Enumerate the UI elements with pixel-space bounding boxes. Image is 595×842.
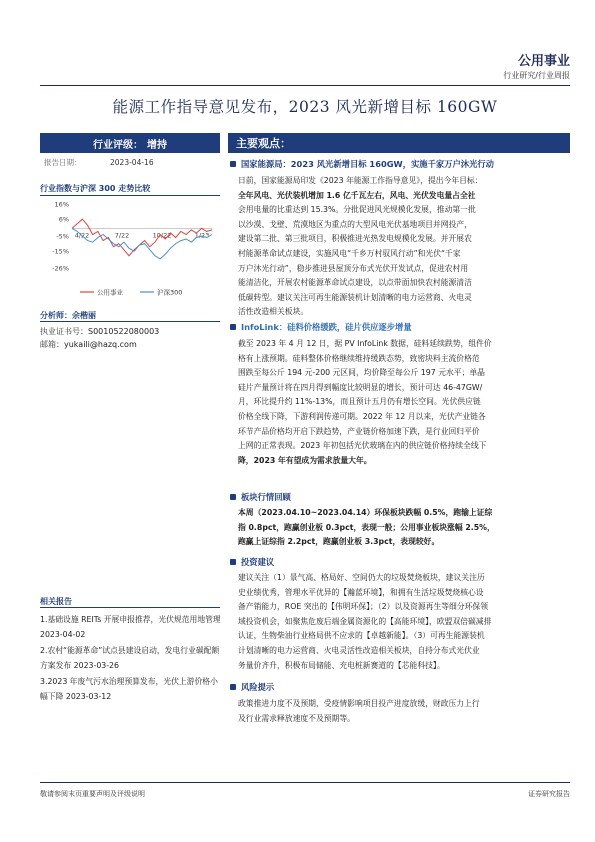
body-line: 建设第二批、第三批项目，积极推进光热发电规模化发展。并开展农 (238, 234, 472, 244)
y-tick-label: -15% (52, 247, 69, 256)
legend-label: 沪深300 (157, 288, 183, 297)
main-points-heading: 主要观点： (228, 133, 570, 153)
rating-label: 行业评级： (93, 139, 143, 151)
section-title (230, 321, 412, 333)
body-line: 计划清晰的电力运营商、火电灵活性改造相关板块，自持分布式光伏业 (238, 645, 480, 655)
section-title-text: InfoLink：硅料价格缓跌，硅片供应逐步增量 (241, 322, 412, 332)
body-line: 政策推进力度不及预期，受疫情影响项目投产进度放缓，财政压力上行 (238, 699, 480, 708)
section-body (238, 697, 568, 726)
report-type-label: 行业研究/行业周报 (503, 71, 570, 80)
chart-title-rule (40, 195, 220, 196)
cert-value: S0010522080003 (88, 327, 160, 336)
body-line: 以沙漠、戈壁、荒漠地区为重点的大型风电光伏基地项目并网投产， (238, 219, 472, 229)
y-tick-label: -26% (52, 264, 69, 273)
body-line: 上网的正常表现。2023 年初包括光伏玻璃在内的供应链价格持续全线下 (238, 441, 487, 451)
body-line: 活性改造相关板块。 (238, 307, 309, 317)
industry-rating-bar (40, 133, 220, 153)
body-line: 能清洁化，开展农村能源革命试点建设，以点带面加快农村能源清洁 (238, 278, 472, 288)
email-value[interactable]: yukaili@hazq.com (64, 340, 137, 349)
body-line: 备产销能力，ROE 突出的【伟明环保】；（2）以及资源再生等细分环保领 (238, 602, 489, 612)
x-tick-label: 1/23 (194, 231, 210, 240)
body-line: 建议关注（1）景气高、格局好、空间仍大的垃圾焚烧板块，建议关注历 (238, 573, 485, 582)
square-bullet-icon (230, 494, 236, 500)
body-line: 跑赢上证综指 2.2pct，跑赢创业板 3.3pct，表现较好。 (238, 537, 440, 547)
footer-rule (40, 782, 570, 783)
report-date-value: 2023-04-16 (110, 157, 154, 167)
section-title (230, 681, 274, 693)
industry-label: 公用事业 (517, 54, 570, 69)
body-line: 本周（2023.04.10~2023.04.14）环保板块跌幅 0.5%，跑输上证综 (238, 508, 493, 517)
related-report-item[interactable]: 2.农村“能源革命”试点县建设启动，发电行业碳配额方案发布 2023-03-26 (40, 646, 220, 670)
body-line: 低碳转型。建议关注可再生能源装机计划清晰的电力运营商、火电灵 (238, 292, 472, 302)
body-line: 务量价齐升，积极布局储能、充电桩新赛道的【芯能科技】。 (238, 660, 445, 670)
y-tick-label: 16% (54, 200, 69, 209)
related-report-item[interactable]: 3.2023 年废气污水治理预算发布，光伏上游价格小幅下降 2023-03-12 (40, 677, 218, 701)
x-tick-label: 10/22 (152, 231, 172, 240)
body-line: 硅片产量预计将在四月得到幅度比较明显的增长，预计可达 46-47GW/ (238, 382, 483, 392)
body-line: 认证，生物柴油行业格局供不应求的【卓越新能】。（3）可再生能源装机 (238, 631, 485, 641)
body-line: 降，2023 年有望成为需求放量大年。 (238, 455, 372, 465)
section-title (230, 491, 291, 503)
analyst-name: 分析师：余楷丽 (40, 311, 96, 320)
cert-label: 执业证书号： (40, 327, 88, 336)
series-line (72, 228, 212, 259)
analyst-cert (40, 326, 159, 337)
section-title (230, 556, 274, 568)
report-date-label: 报告日期： (44, 157, 82, 167)
body-line: 域投资机会，如聚焦危废后端金属资源化的【高能环境】，欧盟双倍碳减排 (238, 616, 492, 626)
section-body (238, 506, 568, 550)
body-line: 村能源革命试点建设，实施风电“千乡万村驭风行动”和光伏“千家 (238, 248, 461, 258)
body-line: 日前，国家能源局印发《2023 年能源工作指导意见》，提出今年目标： (238, 176, 483, 185)
body-line: 月，环比提升约 11%-13%，而且预计五月仍有增长空间。光伏供应链 (238, 397, 481, 407)
body-line: 及行业需求释放速度不及预期等。 (238, 713, 355, 723)
section-title-text: 投资建议 (241, 557, 275, 567)
report-title: 能源工作指导意见发布，2023 风光新增目标 160GW (112, 98, 498, 116)
related-reports-rule (40, 607, 220, 608)
body-line: 格有上涨预期。硅料整体价格继续维持缓跌态势，致密块料主流价格范 (238, 353, 480, 363)
body-line: 价格全线下降，下游利润传递可期。2022 年 12 月以来，光伏产业链各 (238, 411, 486, 421)
square-bullet-icon (230, 161, 236, 167)
report-date-row (40, 155, 220, 169)
y-tick-label: -5% (56, 232, 69, 241)
section-title-text: 风险提示 (241, 682, 275, 692)
chart-svg (40, 198, 220, 303)
section-body (238, 337, 568, 468)
related-reports-title: 相关报告 (40, 597, 72, 606)
body-line: 指 0.8pct，跑赢创业板 0.3pct，表现一般；公用事业板块涨幅 2.5%， (238, 522, 495, 532)
body-line: 史业绩优秀，管理水平优异的【瀚蓝环境】，和拥有生活垃圾焚烧核心设 (238, 587, 484, 597)
body-line: 会用电量的比重达到 15.3%。分批促进风光规模化发展，推动第一批 (238, 205, 476, 215)
square-bullet-icon (230, 559, 236, 565)
x-tick-label: 7/22 (114, 231, 130, 240)
section-title-text: 板块行情回顾 (241, 492, 291, 502)
email-label: 邮箱： (40, 340, 64, 349)
x-tick-label: 4/22 (74, 231, 90, 240)
body-line: 环节产品价格均开启下跌趋势，产业链价格加速下跌，是行业回归平价 (238, 426, 480, 436)
analyst-email (40, 339, 137, 350)
related-report-item[interactable]: 1.基础设施 REITs 开展申报推荐，光伏规范用地管理 2023-04-02 (40, 615, 221, 639)
chart-title: 行业指数与沪深 300 走势比较 (40, 184, 151, 193)
square-bullet-icon (230, 324, 236, 330)
analyst-rule (40, 321, 220, 322)
legend-label: 公用事业 (97, 288, 123, 297)
body-line: 全年风电、光伏装机增加 1.6 亿千瓦左右，风电、光伏发电量占全社 (238, 190, 476, 200)
body-line: 围跌至每公斤 194 元-200 元区间，均价降至每公斤 197 元水平；单晶 (238, 368, 485, 378)
series-line (72, 219, 212, 256)
section-body (238, 571, 568, 673)
body-line: 万户沐光行动”，稳步推进县屋顶分布式光伏开发试点，促进农村用 (238, 263, 469, 273)
section-title-text: 国家能源局：2023 风光新增目标 160GW，实施千家万户沐光行动 (241, 159, 494, 169)
header-rule (40, 85, 570, 86)
disclaimer-note: 敬请参阅末页重要声明及评级说明 (40, 790, 145, 798)
index-comparison-chart (40, 198, 220, 303)
y-tick-label: 6% (58, 215, 69, 224)
square-bullet-icon (230, 684, 236, 690)
section-body (238, 174, 568, 320)
body-line: 截至 2023 年 4 月 12 日，据 PV InfoLink 数据，硅料延续跌势，组件价 (238, 339, 492, 348)
rating-value: 增持 (147, 139, 167, 151)
section-title (230, 158, 494, 170)
report-kind: 证券研究报告 (528, 790, 570, 798)
